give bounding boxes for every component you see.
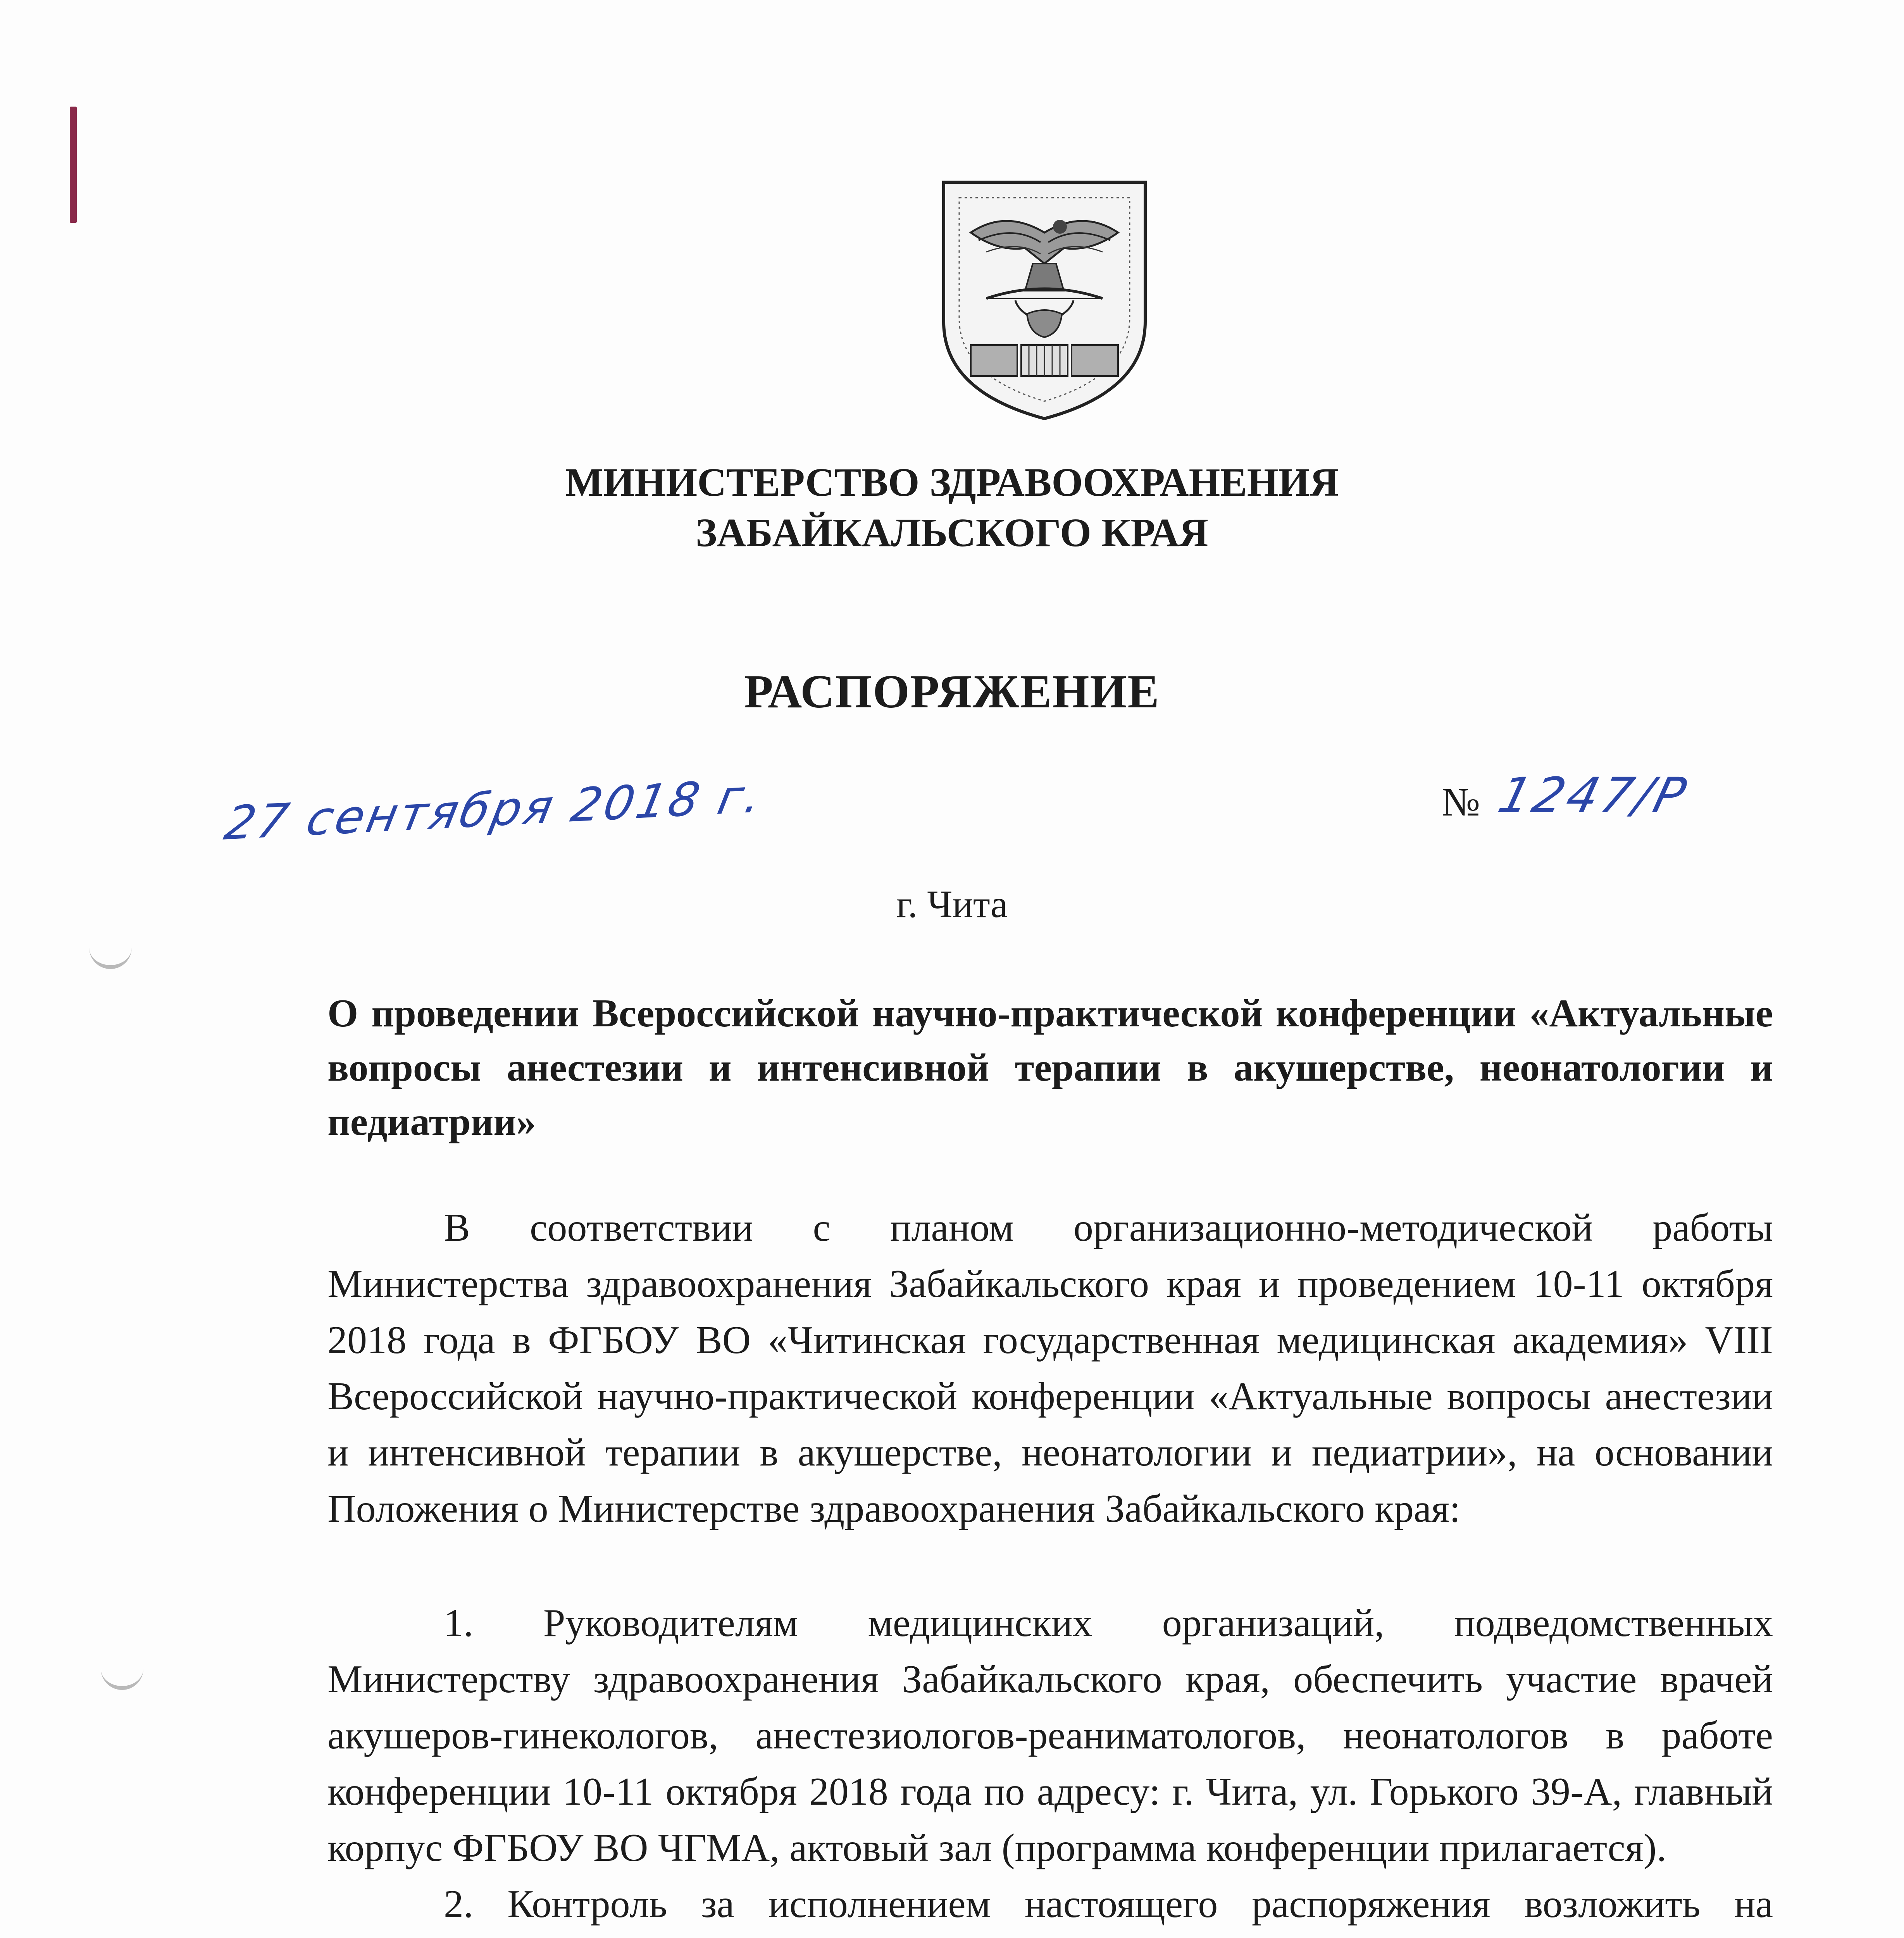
intro-text: В соответствии с планом организационно-методической работы Министерства здравоохранения Забайкальского края и проведением 10-11 октября 2018 года в ФГБОУ ВО «Читинская государственная медицинская академия» VIII Всероссийской научно-практической конференции «Актуальные вопросы анестезии и интенсивной терапии в акушерстве, неонатологии и педиатрии», на основании Положения о Министерстве здравоохранения Забайкальского края: (327, 1206, 1773, 1531)
document-type: РАСПОРЯЖЕНИЕ (744, 666, 1160, 718)
subject-heading: О проведении Всероссийской научно-практической конференции «Актуальные вопросы анестезии и интенсивной терапии в акушерстве, неонатологии и педиатрии» (327, 991, 1773, 1144)
ministry-line-1: МИНИСТЕРСТВО ЗДРАВООХРАНЕНИЯ (565, 460, 1339, 505)
ministry-line-2: ЗАБАЙКАЛЬСКОГО КРАЯ (696, 510, 1208, 555)
punch-hole-bottom (101, 1659, 143, 1690)
handwritten-number: 1247/Р (1492, 767, 1694, 824)
order-item-2: 2. Контроль за исполнением настоящего распоряжения возложить на (444, 1882, 1773, 1926)
intro-paragraph (327, 1200, 1773, 1537)
ministry-name (0, 457, 1904, 558)
number-label: № (1442, 780, 1480, 824)
order-items (327, 1595, 1773, 1938)
order-item-1: 1. Руководителям медицинских организаций, подведомственных Министерству здравоохранения Забайкальского края, обеспечить участие врачей акушеров-гинекологов, анестезиологов-реаниматологов, неонатологов в работе конференции 10-11 октября 2018 года по адресу: г. Чита, ул. Горького 39-А, главный корпус ФГБОУ ВО ЧГМА, актовый зал (программа конференции прилагается). (327, 1601, 1773, 1870)
handwritten-date: 27 сентября 2018 г. (220, 769, 768, 851)
punch-hole-top (89, 938, 132, 969)
city: г. Чита (896, 883, 1008, 926)
scan-edge-mark (70, 107, 77, 223)
coat-of-arms-icon (928, 174, 1161, 422)
